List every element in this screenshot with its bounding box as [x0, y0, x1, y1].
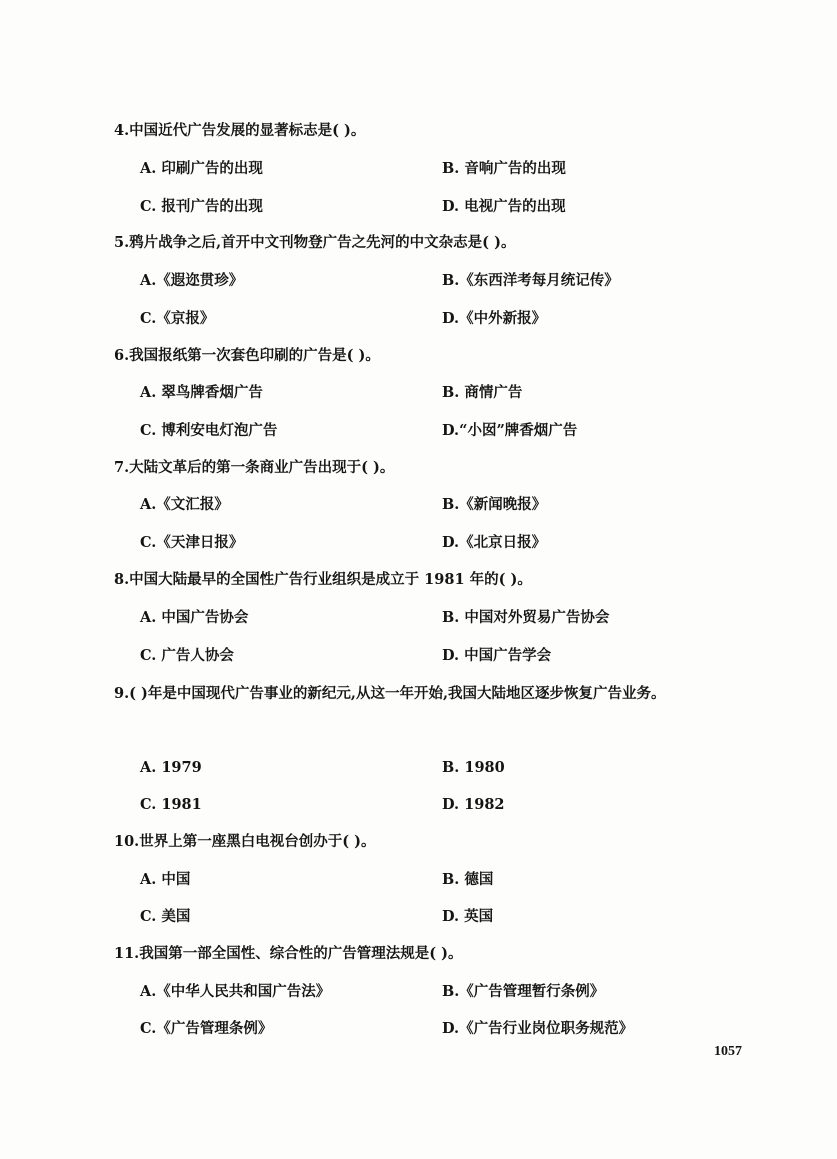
option-c: C. 1981 — [140, 796, 202, 813]
question-stem: 10.世界上第一座黑白电视台创办于( )。 — [114, 833, 376, 850]
question-stem: 5.鸦片战争之后,首开中文刊物登广告之先河的中文杂志是( )。 — [114, 234, 516, 251]
option-d: D. 英国 — [442, 908, 494, 925]
option-b: B. 商情广告 — [442, 384, 523, 401]
option-a: A. 1979 — [140, 759, 202, 776]
option-d: D.《中外新报》 — [442, 310, 547, 327]
option-c: C.《广告管理条例》 — [140, 1020, 273, 1037]
option-d: D. 1982 — [442, 796, 505, 813]
option-d: D. 电视广告的出现 — [442, 198, 566, 215]
option-b: B. 中国对外贸易广告协会 — [442, 609, 610, 626]
option-c: C. 广告人协会 — [140, 647, 234, 664]
option-a: A.《中华人民共和国广告法》 — [140, 983, 331, 1000]
option-b: B.《广告管理暂行条例》 — [442, 983, 605, 1000]
question-stem: 11.我国第一部全国性、综合性的广告管理法规是( )。 — [114, 945, 463, 962]
question-stem-wrapped — [80, 675, 760, 713]
question-stem: 4.中国近代广告发展的显著标志是( )。 — [114, 122, 366, 139]
option-a: A. 中国广告协会 — [140, 609, 249, 626]
question-stem: 6.我国报纸第一次套色印刷的广告是( )。 — [114, 347, 380, 364]
option-a: A. 印刷广告的出现 — [140, 160, 263, 177]
option-a: A.《遐迩贯珍》 — [140, 272, 244, 289]
option-a: A.《文汇报》 — [140, 496, 229, 513]
option-c: C.《天津日报》 — [140, 534, 244, 551]
option-c: C. 美国 — [140, 908, 191, 925]
page-number: 1057 — [714, 1044, 742, 1059]
option-b: B. 德国 — [442, 871, 494, 888]
question-stem: 7.大陆文革后的第一条商业广告出现于( )。 — [114, 459, 395, 476]
option-b: B. 1980 — [442, 759, 505, 776]
option-b: B.《东西洋考每月统记传》 — [442, 272, 619, 289]
option-d: D.《北京日报》 — [442, 534, 547, 551]
option-d: D.《广告行业岗位职务规范》 — [442, 1020, 634, 1037]
question-stem: 8.中国大陆最早的全国性广告行业组织是成立于 1981 年的( )。 — [114, 571, 532, 588]
option-a: A. 翠鸟牌香烟广告 — [140, 384, 263, 401]
option-c: C.《京报》 — [140, 310, 215, 327]
option-c: C. 博利安电灯泡广告 — [140, 422, 278, 439]
option-b: B.《新闻晚报》 — [442, 496, 547, 513]
option-b: B. 音响广告的出现 — [442, 160, 566, 177]
option-c: C. 报刊广告的出现 — [140, 198, 263, 215]
option-a: A. 中国 — [140, 871, 191, 888]
option-d: D. 中国广告学会 — [442, 647, 552, 664]
option-d: D.“小囡”牌香烟广告 — [442, 422, 578, 439]
question-stem: 9.( )年是中国现代广告事业的新纪元,从这一年开始,我国大陆地区逐步恢复广告业务。 — [114, 685, 666, 702]
